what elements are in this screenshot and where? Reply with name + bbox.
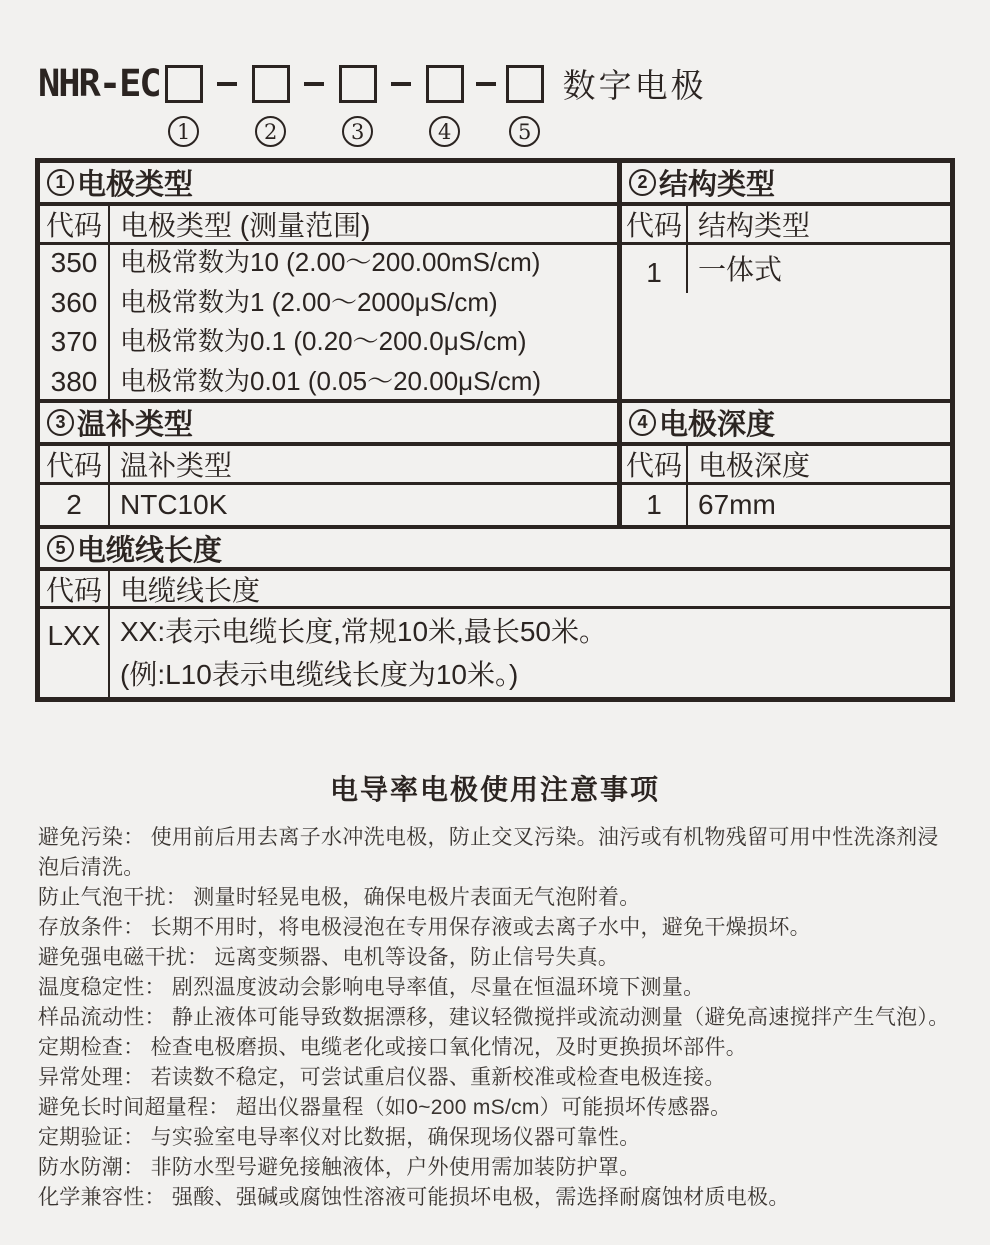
section-5-header [40, 529, 950, 567]
section-1-title: 电极类型 [77, 169, 194, 201]
segment-box-5 [506, 65, 544, 103]
type-description: 电极常数为0.1 (0.20～200.0μS/cm) [120, 326, 527, 356]
cable-length-description [110, 609, 950, 697]
electrode-type-codes [40, 245, 110, 399]
cable-desc-line-1: XX:表示电缆长度,常规10米,最长50米。 [120, 616, 607, 647]
type-description: 67mm [698, 489, 776, 520]
section-header-row-5 [40, 529, 950, 571]
type-column-header: 电极深度 [698, 450, 811, 481]
code-value: 380 [50, 365, 98, 397]
electrode-type-descriptions [110, 245, 617, 399]
code-value: LXX [47, 620, 101, 651]
code-value: 350 [50, 247, 98, 278]
subheader-row-5 [40, 571, 950, 609]
type-description: 一体式 [698, 254, 783, 285]
code-value: 2 [40, 485, 110, 525]
circled-number-1: 1 [168, 116, 199, 147]
cable-desc-line-2: (例:L10表示电缆线长度为10米。) [120, 659, 519, 690]
code-column-header: 代码 [622, 446, 688, 482]
model-suffix: 数字电极 [562, 67, 707, 104]
section-4-header [622, 403, 950, 442]
note-item: 存放条件： 长期不用时，将电极浸泡在专用保存液或去离子水中，避免干燥损坏。 [38, 916, 811, 939]
segment-dash-icon [304, 82, 324, 86]
circled-number-4: 4 [429, 116, 460, 147]
section-4-title: 电极深度 [659, 409, 776, 441]
spec-table [35, 158, 955, 702]
code-value: 1 [622, 485, 688, 525]
type-description: NTC10K [120, 489, 228, 520]
note-item: 定期检查： 检查电极磨损、电缆老化或接口氧化情况，及时更换损坏部件。 [38, 1036, 748, 1059]
code-column-header: 代码 [622, 206, 688, 242]
model-prefix: NHR-EC [38, 62, 160, 105]
note-item: 防水防潮： 非防水型号避免接触液体，户外使用需加装防护罩。 [38, 1156, 641, 1179]
structure-code [622, 245, 688, 293]
circled-number-1: 1 [47, 169, 74, 196]
usage-notes-list [38, 823, 955, 1213]
segment-box-3 [339, 65, 377, 103]
circled-number-2: 2 [629, 169, 656, 196]
section-header-row-3-4 [40, 403, 950, 446]
type-description: 电极常数为0.01 (0.05～20.00μS/cm) [120, 365, 542, 396]
type-column-header: 结构类型 [698, 210, 811, 241]
type-column-header: 电缆线长度 [120, 574, 261, 606]
segment-box-1 [165, 65, 203, 103]
code-value: 1 [646, 257, 662, 288]
section-2-header [622, 163, 950, 202]
note-item: 异常处理： 若读数不稳定，可尝试重启仪器、重新校准或检查电极连接。 [38, 1066, 726, 1089]
section-2-title: 结构类型 [659, 169, 776, 201]
code-column-header: 代码 [40, 206, 110, 242]
code-value: 360 [50, 286, 98, 318]
data-row-3-4 [40, 485, 950, 529]
note-item: 避免强电磁干扰： 远离变频器、电机等设备，防止信号失真。 [38, 946, 620, 969]
code-column-header: 代码 [40, 571, 110, 606]
note-item: 样品流动性： 静止液体可能导致数据漂移，建议轻微搅拌或流动测量（避免高速搅拌产生气泡）。 [38, 1006, 950, 1029]
note-item: 定期验证： 与实验室电导率仪对比数据，确保现场仪器可靠性。 [38, 1126, 641, 1149]
note-item: 避免污染： 使用前后用去离子水冲洗电极，防止交叉污染。油污或有机物残留可用中性洗涤剂浸泡后清洗。 [38, 826, 939, 879]
circled-number-3: 3 [47, 409, 74, 436]
section-3-title: 温补类型 [77, 409, 194, 441]
data-row-1-2 [40, 245, 950, 403]
data-row-5 [40, 609, 950, 697]
code-value: 370 [50, 326, 98, 357]
note-item: 化学兼容性： 强酸、强碱或腐蚀性溶液可能损坏电极，需选择耐腐蚀材质电极。 [38, 1186, 790, 1209]
notes-title: 电导率电极使用注意事项 [329, 774, 660, 805]
circled-number-2: 2 [255, 116, 286, 147]
circled-number-5: 5 [509, 116, 540, 147]
structure-description [688, 245, 950, 290]
note-item: 防止气泡干扰： 测量时轻晃电极，确保电极片表面无气泡附着。 [38, 886, 641, 909]
segment-box-2 [252, 65, 290, 103]
segment-dash-icon [476, 82, 496, 86]
segment-box-4 [426, 65, 464, 103]
code-column-header: 代码 [40, 446, 110, 482]
type-column-header: 温补类型 [120, 450, 233, 481]
section-3-header [40, 403, 622, 442]
circled-number-5: 5 [47, 535, 74, 562]
section-header-row-1-2 [40, 163, 950, 206]
type-description: 电极常数为1 (2.00～2000μS/cm) [120, 286, 498, 317]
note-item: 避免长时间超量程： 超出仪器量程（如0~200 mS/cm）可能损坏传感器。 [38, 1096, 732, 1119]
section-5-title: 电缆线长度 [77, 534, 223, 567]
type-description: 电极常数为10 (2.00～200.00mS/cm) [120, 247, 541, 277]
subheader-row-1-2 [40, 206, 950, 245]
note-item: 温度稳定性： 剧烈温度波动会影响电导率值，尽量在恒温环境下测量。 [38, 976, 705, 999]
type-column-header: 电极类型 (测量范围) [120, 210, 371, 241]
circled-number-4: 4 [629, 409, 656, 436]
cable-length-code [40, 609, 110, 697]
model-code-diagram [38, 60, 707, 147]
section-1-header [40, 163, 622, 202]
subheader-row-3-4 [40, 446, 950, 485]
segment-dash-icon [217, 82, 237, 86]
segment-dash-icon [391, 82, 411, 86]
circled-number-3: 3 [342, 116, 373, 147]
